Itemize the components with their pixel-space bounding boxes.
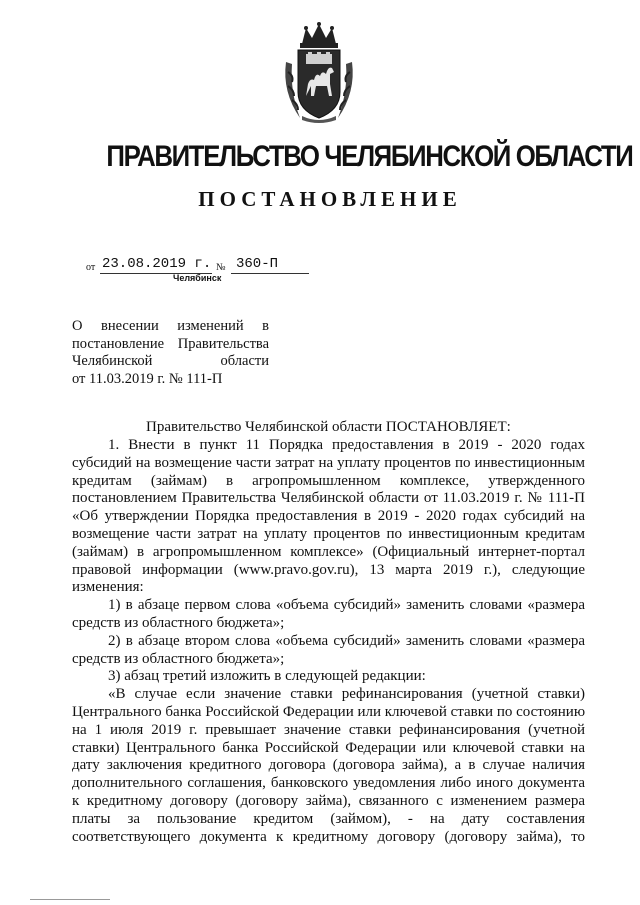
- body-line: дополнительного соглашения, банковского уведомления либо иного документа: [72, 775, 585, 792]
- body-line: ставки) Центрального банка Российской Федерации или ключевой ставки на: [72, 739, 585, 756]
- document-subject: [72, 318, 269, 388]
- body-line: правовой информации (www.pravo.gov.ru), 13 марта 2019 г.), следующие: [72, 561, 585, 578]
- body-line: субсидий на возмещение части затрат на уплату процентов по инвестиционным: [72, 454, 585, 471]
- subject-line: от 11.03.2019 г. № 111-П: [72, 370, 223, 387]
- body-line: «Об утверждении Порядка предоставления в 2019 - 2020 годах субсидий на: [72, 508, 585, 525]
- government-title: ПРАВИТЕЛЬСТВО ЧЕЛЯБИНСКОЙ ОБЛАСТИ: [106, 140, 633, 173]
- document-number: 360-П: [236, 256, 279, 272]
- number-underline: [231, 273, 309, 274]
- body-line: к кредитному договору (договору займа), связанного с изменением размера: [72, 792, 585, 809]
- city-name: Челябинск: [173, 273, 222, 283]
- body-line: соответствующего документа к кредитному договору (договору займа), то: [72, 828, 585, 845]
- body-line: средств из областного бюджета»;: [72, 650, 285, 667]
- date-prefix: от: [86, 262, 96, 273]
- subject-line: постановление Правительства: [72, 335, 269, 352]
- document-date: 23.08.2019 г.: [102, 256, 212, 272]
- document-body: [72, 437, 585, 846]
- body-line: на 1 июля 2019 г. превышает значение ставки рефинансирования (учетной: [72, 721, 585, 738]
- body-line: 1) в абзаце первом слова «объема субсидий» заменить словами «размера: [108, 597, 585, 614]
- body-line: 3) абзац третий изложить в следующей редакции:: [108, 668, 426, 685]
- body-line: 1. Внести в пункт 11 Порядка предоставления в 2019 - 2020 годах: [108, 437, 585, 453]
- body-line: «В случае если значение ставки рефинансирования (учетной ставки): [108, 686, 585, 703]
- body-line: (займам) в агропромышленном комплексе» (Официальный интернет-портал: [72, 543, 585, 560]
- number-prefix: №: [216, 262, 226, 273]
- body-line: кредитам (займам) в агропромышленном комплексе, утвержденного: [72, 472, 585, 489]
- body-line: Центрального банка Российской Федерации или ключевой ставки по состоянию: [72, 703, 586, 720]
- body-line: возмещение части затрат на уплату процентов по инвестиционным кредитам: [72, 525, 585, 542]
- coat-of-arms-emblem: [282, 22, 356, 124]
- body-line: изменения:: [72, 579, 144, 596]
- body-line: средств из областного бюджета»;: [72, 614, 285, 631]
- decree-statement: Правительство Челябинской области ПОСТАНОВЛЯЕТ:: [146, 419, 511, 435]
- document-type: ПОСТАНОВЛЕНИЕ: [198, 187, 462, 211]
- footer-rule: [30, 899, 110, 900]
- subject-line: О внесении изменений в: [72, 318, 269, 334]
- body-line: платы за пользование кредитом (займом), - на дату составления: [72, 810, 585, 827]
- subject-line: Челябинской области: [72, 353, 269, 369]
- body-line: 2) в абзаце втором слова «объема субсидий» заменить словами «размера: [108, 632, 585, 649]
- body-line: дату заключения кредитного договора (договора займа), а в случае наличия: [72, 757, 585, 774]
- body-line: постановлением Правительства Челябинской области от 11.03.2019 г. № 111-П: [72, 490, 585, 507]
